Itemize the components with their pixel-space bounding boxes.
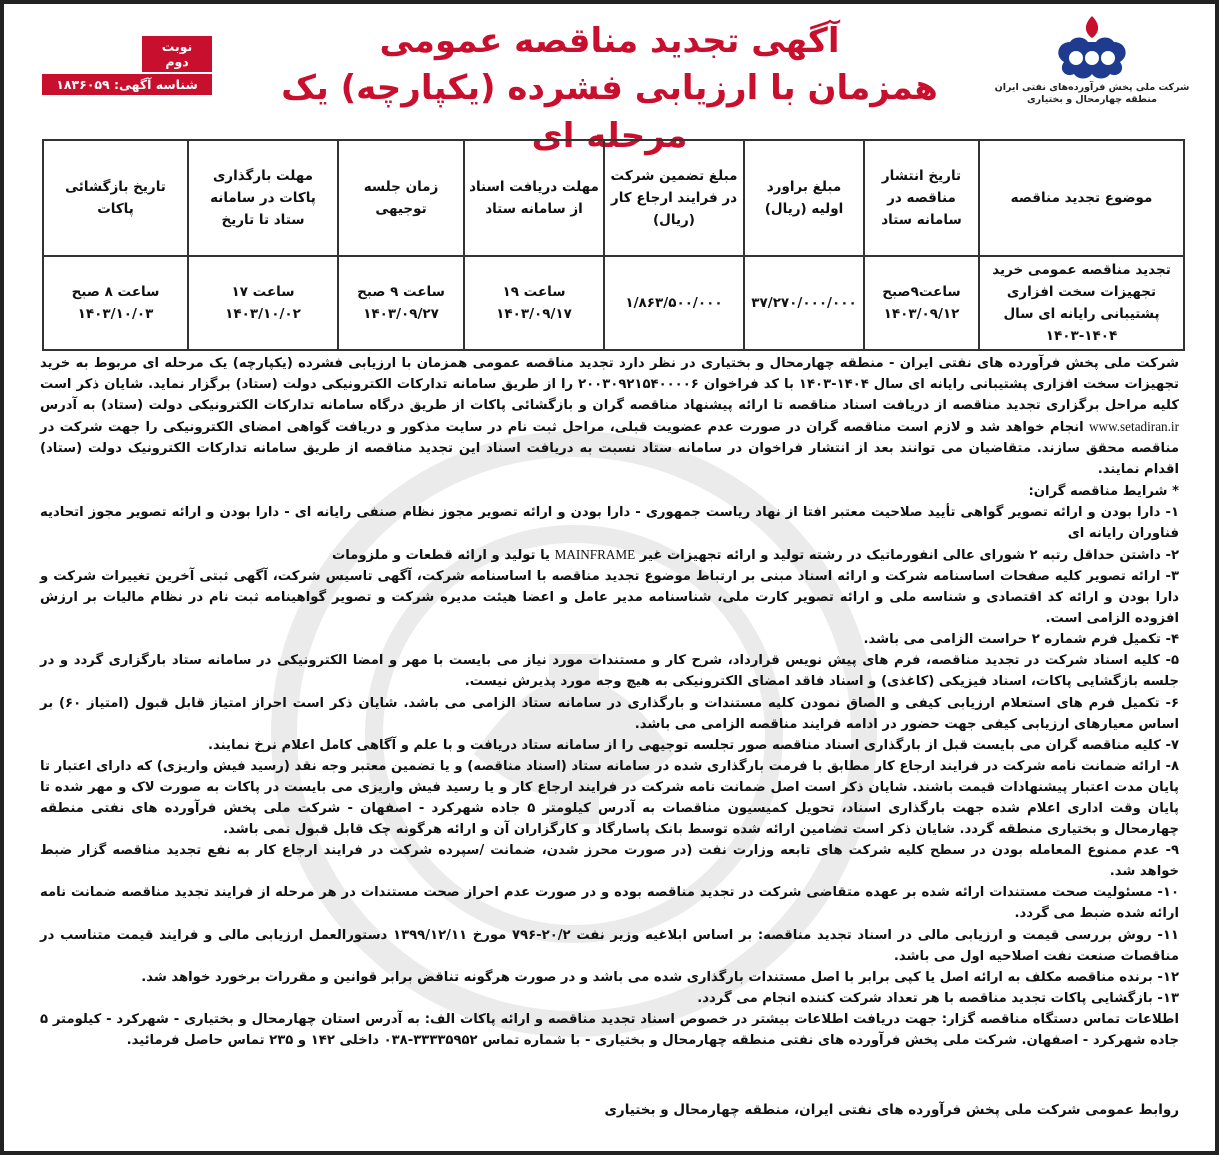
tender-table (42, 139, 1185, 351)
title-line-2: همزمان با ارزیابی فشرده (یکپارچه) یک مرحله ای (281, 68, 938, 156)
condition-2-text: ۲- داشتن حداقل رتبه ۲ شورای عالی انفورماتیک در رشته تولید و ارائه تجهیزات غیر (639, 547, 1179, 563)
round-badge: نوبت دوم (142, 36, 212, 72)
condition-item: ۱۱- روش بررسی قیمت و ارزیابی مالی در اسناد تجدید مناقصه: بر اساس ابلاغیه وزیر نفت ۲۰/۲-۷۹۶ مورخ ۱۳۹۹/۱۲/۱۱ دستورالعمل ارزیابی مالی و فرایند قیمت متناسب در مناقصات صنعت نفت اصلاحیه اول می باشد. (40, 927, 1179, 964)
intro-paragraph (40, 353, 1179, 481)
condition-item: ۴- تکمیل فرم شماره ۲ حراست الزامی می باشد. (863, 632, 1179, 648)
condition-item: ۱۳- بازگشایی پاکات تجدید مناقصه با هر تعداد شرکت کننده انجام می گردد. (697, 990, 1179, 1006)
table-cell: ساعت ۱۹ ۱۴۰۳/۰۹/۱۷ (464, 256, 604, 350)
ad-body (40, 353, 1179, 1051)
condition-item: ۸- ارائه ضمانت نامه شرکت در فرایند ارجاع کار مطابق با فرمت بارگذاری شده در سامانه ستاد (اسناد مناقصه) و یا تضمین معتبر وجه نقد (رسید فیش واریزی) که دارای اعتبار تا پایان مدت اعتبار پیشنهادات قیمت باشند. شایان ذکر است اصل ضمانت نامه شرکت در فرایند ارجاع کار و یا رسید فیش واریزی می بایست در پاکات به صورت لاک و مهر شده تا پایان وقت اداری اعلام شده جهت بارگذاری اسناد، تحویل کمیسیون مناقصات به آدرس کیلومتر ۵ جاده شهرکرد - اصفهان - شرکت ملی پخش فرآورده های نفتی منطقه چهارمحال و بختیاری منطقه گردد. شایان ذکر است تضامین ارائه شده توسط بانک پاسارگاد و کارگزاران آن و ارائه هرگونه چک قابل قبول نمی باشد. (40, 758, 1179, 838)
condition-item: ۱۲- برنده مناقصه مکلف به ارائه اصل یا کپی برابر با اصل مستندات بارگذاری شده می باشد و در صورت هرگونه تناقض برابر قوانین و مقررات برخورد خواهد شد. (141, 969, 1179, 985)
table-header-cell: موضوع تجدید مناقصه (979, 140, 1184, 256)
table-header-cell: مهلت بارگذاری پاکات در سامانه ستاد تا تاریخ (188, 140, 338, 256)
table-cell: ساعت ۸ صبح ۱۴۰۳/۱۰/۰۳ (43, 256, 188, 350)
table-cell: ساعت ۹ صبح ۱۴۰۳/۰۹/۲۷ (338, 256, 464, 350)
table-cell: ۳۷/۲۷۰/۰۰۰/۰۰۰ (744, 256, 864, 350)
condition-item: ۱- دارا بودن و ارائه تصویر گواهی تأیید صلاحیت معتبر افتا از نهاد ریاست جمهوری - دارا بودن و ارائه تصویر مجوز نظام صنفی رایانه ای - دارا بودن و ارائه تصویر مجوز اتحادیه فناوران رایانه ای (40, 504, 1179, 541)
intro-text-continued: انجام خواهد شد و لازم است مناقصه گران در صورت عدم عضویت قبلی، مراحل ثبت نام در سایت مذکور و دریافت گواهی امضای الکترونیکی را جهت شرکت در مناقصه محقق سازند. متقاضیان می توانند بعد از انتشار فراخوان در سامانه ستاد نسبت به دریافت اسناد این تجدید مناقصه از طریق سامانه تدارکات الکترونیک دولت (ستاد) اقدام نمایند. (40, 420, 1179, 478)
condition-item: ۱۰- مسئولیت صحت مستندات ارائه شده بر عهده متقاضی شرکت در تجدید مناقصه بوده و در صورت عدم احراز صحت مستندات در هر مرحله از فرایند تجدید مناقصه ضمانت نامه ارائه شده ضبط می گردد. (40, 885, 1179, 922)
table-header-cell: زمان جلسه توجیهی (338, 140, 464, 256)
contact-info: اطلاعات تماس دستگاه مناقصه گزار: جهت دریافت اطلاعات بیشتر در خصوص اسناد تجدید مناقصه و ارائه پاکات الف: به آدرس استان چهارمحال و بختیاری - شهرکرد - کیلومتر ۵ جاده شهرکرد - اصفهان. شرکت ملی پخش فرآورده های نفتی منطقه چهارمحال و بختیاری - با شماره تماس ۳۳۳۳۵۹۵۲-۰۳۸ داخلی ۱۴۲ و ۲۳۵ تماس حاصل فرمائید. (40, 1011, 1179, 1048)
mainframe-term: MAINFRAME (554, 546, 636, 562)
table-header-row (43, 140, 1184, 256)
badge-block (42, 36, 212, 97)
condition-item: ۷- کلیه مناقصه گران می بایست قبل از بارگذاری اسناد مناقصه صور تجلسه توجیهی را از سامانه ستاد دریافت و با علم و آگاهی کامل اعلام نرخ نمایند. (208, 737, 1179, 753)
table-header-cell: مهلت دریافت اسناد از سامانه ستاد (464, 140, 604, 256)
intro-text: شرکت ملی پخش فرآورده های نفتی ایران - منطقه چهارمحال و بختیاری در نظر دارد تجدید مناقصه عمومی همزمان با ارزیابی فشرده (یکپارچه) یک مرحله ای مربوط به خرید تجهیزات سخت افزاری پشتیبانی رایانه ای سال ۱۴۰۴-۱۴۰۳ با کد فراخوان ۲۰۰۳۰۹۲۱۵۴۰۰۰۰۶ را از طریق سامانه تدارکات الکترونیکی دولت (ستاد) برگزار نماید. شایان ذکر است کلیه مراحل برگزاری تجدید مناقصه از دریافت اسناد مناقصه تا ارائه پیشنهاد مناقصه گران و بازگشائی پاکات از طریق درگاه سامانه تدارکات الکترونیکی دولت (ستاد) به آدرس (40, 356, 1179, 414)
company-logo-block (987, 12, 1197, 127)
table-header-cell: تاریخ بازگشائی پاکات (43, 140, 188, 256)
table-cell: تجدید مناقصه عمومی خرید تجهیزات سخت افزاری پشتیبانی رایانه ای سال ۱۴۰۴-۱۴۰۳ (979, 256, 1184, 350)
condition-item: ۹- عدم ممنوع المعامله بودن در سطح کلیه شرکت های تابعه وزارت نفت (در صورت محرز شدن، ضمانت /سپرده شرکت در فرایند ارجاع کار به نفع تجدید مناقصه گزار ضبط خواهد شد. (40, 843, 1179, 880)
company-logo-icon (1044, 12, 1140, 82)
condition-item: ۵- کلیه اسناد شرکت در تجدید مناقصه، فرم های پیش نویس قرارداد، شرح کار و مستندات مورد نیاز می بایست با مهر و امضا الکترونیکی در سامانه ستاد بارگزاری گردد و در جلسه بازگشایی پاکات، اسناد فیزیکی (کاغذی) و اسناد فاقد امضای الکترونیکی به هیچ وجه مورد پذیرش نیست. (40, 653, 1179, 690)
public-relations-signature: روابط عمومی شرکت ملی پخش فرآورده های نفتی ایران، منطقه چهارمحال و بختیاری (604, 1102, 1179, 1118)
ad-title (244, 18, 975, 156)
company-region: منطقه چهارمحال و بختیاری (1026, 94, 1158, 105)
condition-item: ۶- تکمیل فرم های استعلام ارزیابی کیفی و الصاق نمودن کلیه مستندات و بارگذاری در سامانه ستاد الزامی می باشد. شایان ذکر است احراز امتیاز قابل قبول (امتیاز ۶۰) بر اساس معیارهای ارزیابی کیفی جهت حضور در ادامه فرایند مناقصه الزامی می باشد. (40, 695, 1179, 732)
table-cell: ساعت ۱۷ ۱۴۰۳/۱۰/۰۲ (188, 256, 338, 350)
condition-item: ۳- ارائه تصویر کلیه صفحات اساسنامه شرکت و ارائه اسناد مبنی بر ارتباط موضوع تجدید مناقصه با اساسنامه شرکت، آگهی تاسیس شرکت، آگهی ثبتی آخرین تغییرات شرکت و دارا بودن و ارائه کد اقتصادی و شناسه ملی و ارائه تصویر کارت ملی، شناسنامه مدیر عامل و اعضا هیئت مدیره شرکت و تصویر گواهینامه ثبت نام در نظام مالیات بر ارزش افزوده الزامی است. (40, 568, 1179, 627)
table-header-cell: تاریخ انتشار مناقصه در سامانه ستاد (864, 140, 979, 256)
condition-2-text-end: یا تولید و ارائه قطعات و ملزومات (331, 547, 550, 563)
title-line-1: آگهی تجدید مناقصه عمومی (379, 21, 840, 61)
table-header-cell: مبلغ تضمین شرکت در فرایند ارجاع کار (ریال) (604, 140, 744, 256)
company-name: شرکت ملی پخش فرآورده‌های نفتی ایران (994, 82, 1190, 93)
table-header-cell: مبلغ براورد اولیه (ریال) (744, 140, 864, 256)
setad-link[interactable]: www.setadiran.ir (1089, 419, 1179, 435)
condition-item (40, 544, 1179, 566)
ad-id-badge: شناسه آگهی: ۱۸۳۶۰۵۹ (42, 74, 212, 95)
table-row (43, 256, 1184, 350)
table-cell: ۱/۸۶۳/۵۰۰/۰۰۰ (604, 256, 744, 350)
conditions-title: * شرایط مناقصه گران: (1028, 483, 1179, 499)
table-cell: ساعت۹صبح ۱۴۰۳/۰۹/۱۲ (864, 256, 979, 350)
